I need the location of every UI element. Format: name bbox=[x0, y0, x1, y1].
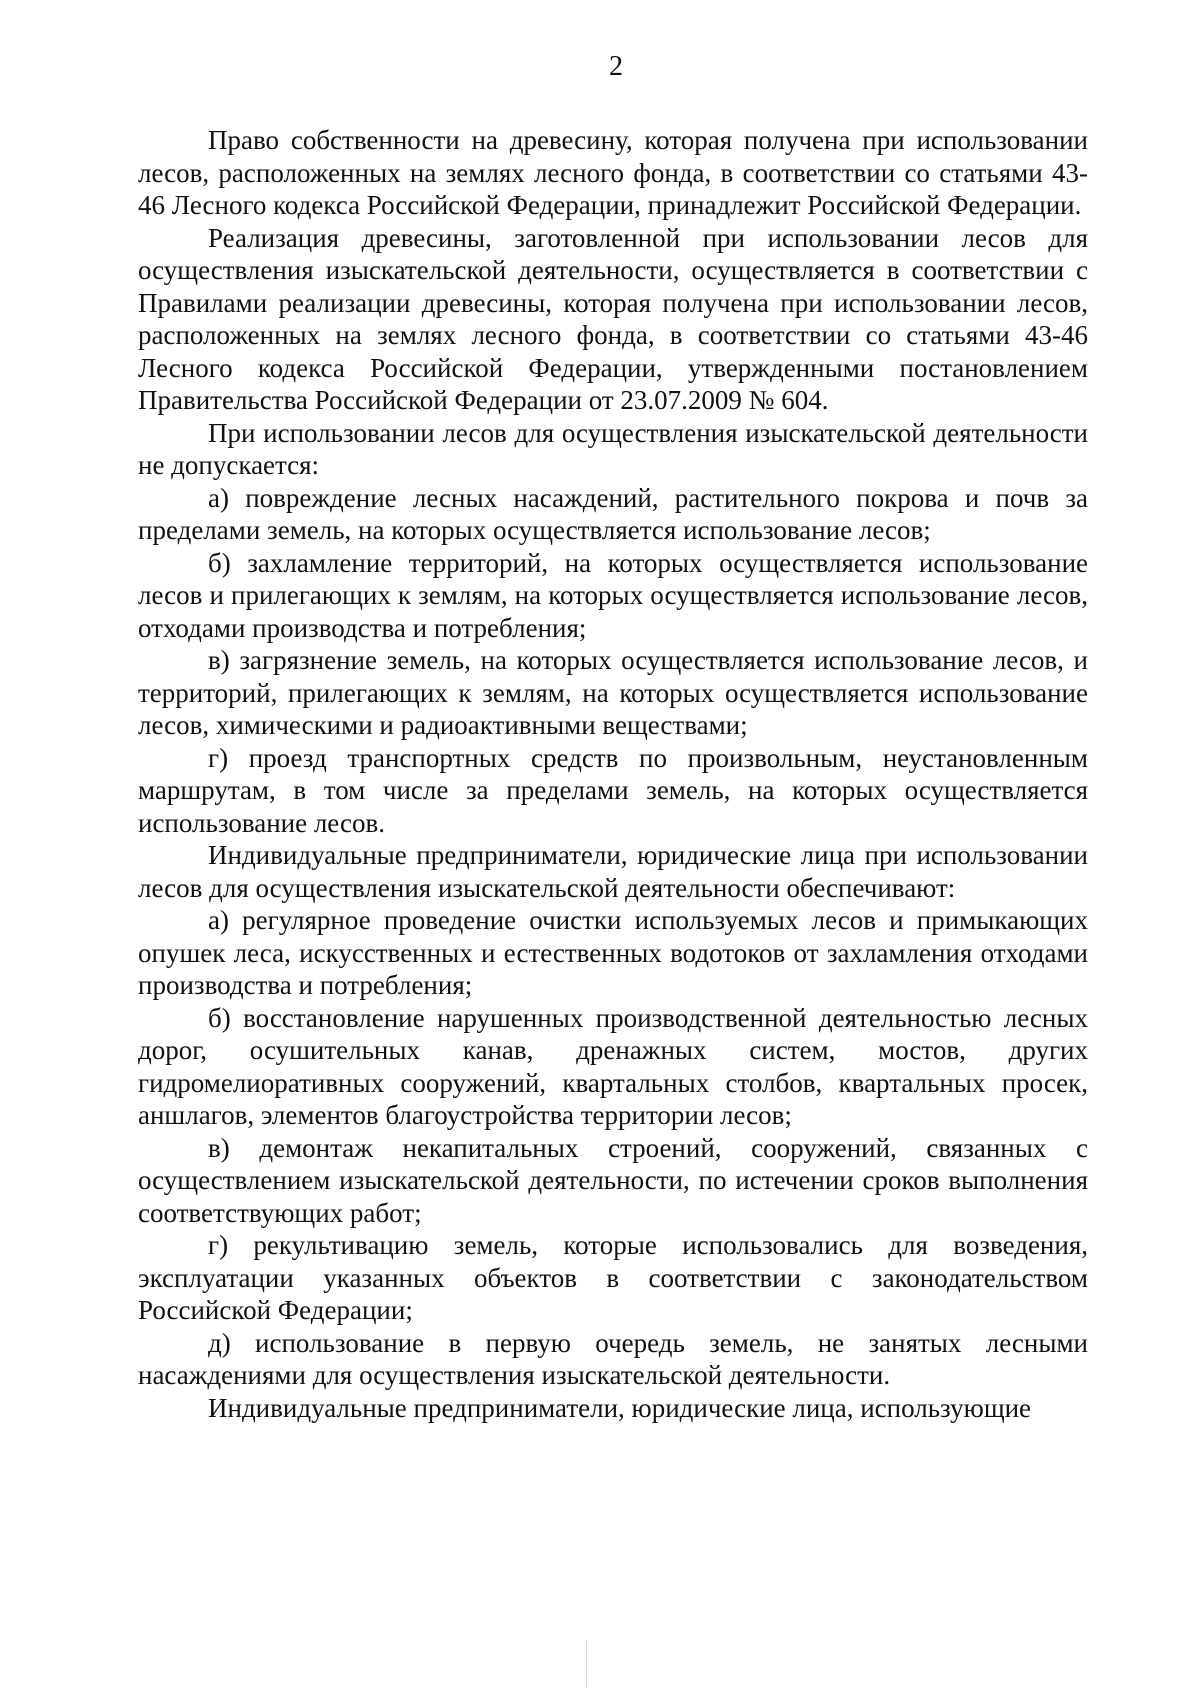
list-item-obligation-a: а) регулярное проведение очистки используемых лесов и примыкающих опушек леса, искусственных и естественных водотоков от захламления отходами производства и потребления; bbox=[138, 905, 1088, 1000]
scan-artifact-line bbox=[586, 1640, 587, 1688]
paragraph-obligations-intro: Индивидуальные предприниматели, юридические лица при использовании лесов для осуществления изыскательской деятельности обеспечивают: bbox=[138, 840, 1088, 903]
list-item-obligation-d: д) использование в первую очередь земель, не занятых лесными насаждениями для осуществления изыскательской деятельности. bbox=[138, 1327, 1088, 1390]
list-item-prohibition-g: г) проезд транспортных средств по произвольным, неустановленным маршрутам, в том числе за пределами земель, на которых осуществляется использование лесов. bbox=[138, 742, 1088, 838]
list-item-prohibition-b: б) захламление территорий, на которых осуществляется использование лесов и прилегающих к землям, на которых осуществляется использование лесов, отходами производства и потребления; bbox=[138, 547, 1088, 643]
document-body bbox=[138, 124, 1088, 1424]
paragraph-prohibitions-intro: При использовании лесов для осуществления изыскательской деятельности не допускается: bbox=[138, 417, 1088, 480]
paragraph-ownership: Право собственности на древесину, которая получена при использовании лесов, расположенных на землях лесного фонда, в соответствии со статьями 43-46 Лесного кодекса Российской Федерации, принадлежит Российской Федерации. bbox=[138, 125, 1088, 220]
list-item-prohibition-a: а) повреждение лесных насаждений, растительного покрова и почв за пределами земель, на которых осуществляется использование лесов; bbox=[138, 482, 1088, 545]
list-item-obligation-g: г) рекультивацию земель, которые использовались для возведения, эксплуатации указанных объектов в соответствии с законодательством Российской Федерации; bbox=[138, 1230, 1088, 1325]
page-number: 2 bbox=[609, 51, 623, 82]
paragraph-continuation: Индивидуальные предприниматели, юридические лица, использующие bbox=[208, 1392, 1032, 1423]
paragraph-timber-sale: Реализация древесины, заготовленной при использовании лесов для осуществления изыскательской деятельности, осуществляется в соответствии с Правилами реализации древесины, которая получена при использовании лесов, расположенных на землях лесного фонда, в соответствии со статьями 43-46 Лесного кодекса Российской Федерации, утвержденными постановлением Правительства Российской Федерации от 23.07.2009 № 604. bbox=[138, 222, 1088, 415]
list-item-obligation-v: в) демонтаж некапитальных строений, сооружений, связанных с осуществлением изыскательской деятельности, по истечении сроков выполнения соответствующих работ; bbox=[138, 1132, 1088, 1228]
list-item-prohibition-v: в) загрязнение земель, на которых осуществляется использование лесов, и территорий, прилегающих к землям, на которых осуществляется использование лесов, химическими и радиоактивными веществами; bbox=[138, 645, 1088, 740]
list-item-obligation-b: б) восстановление нарушенных производственной деятельностью лесных дорог, осушительных канав, дренажных систем, мостов, других гидромелиоративных сооружений, квартальных столбов, квартальных просек, аншлагов, элементов благоустройства территории лесов; bbox=[138, 1002, 1088, 1130]
